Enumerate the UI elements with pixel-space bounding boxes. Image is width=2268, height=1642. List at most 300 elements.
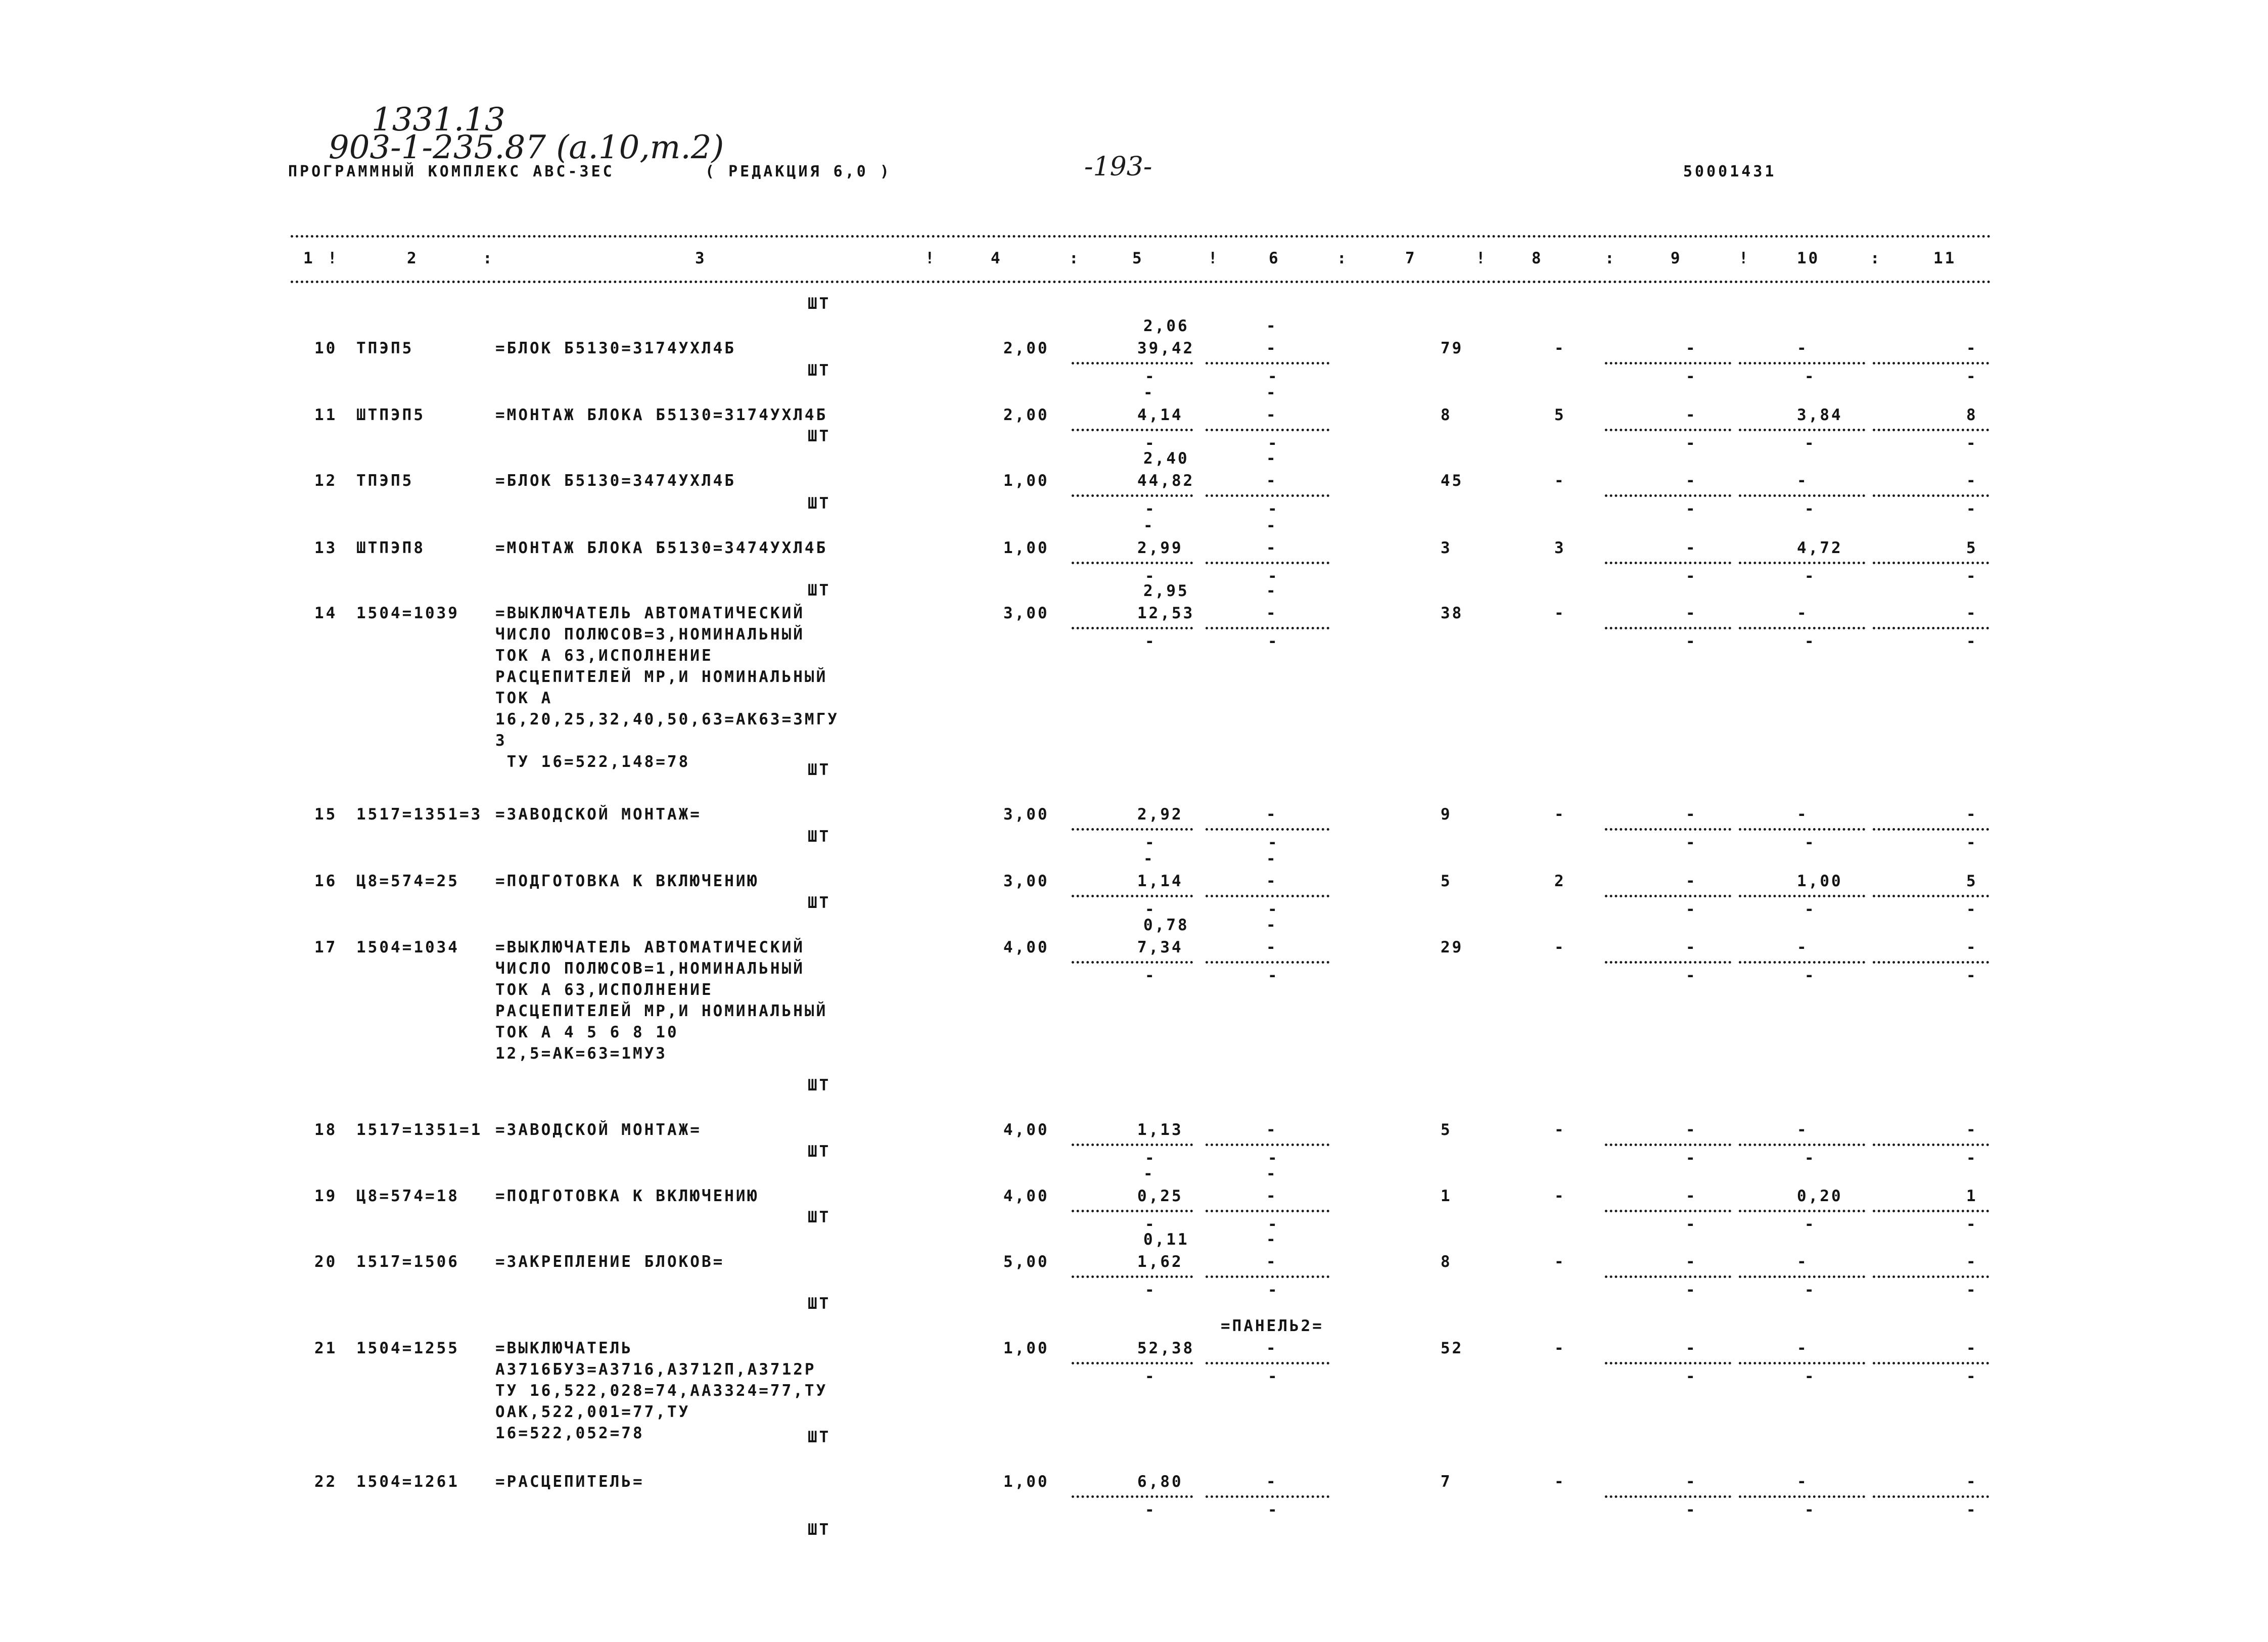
cell-col11: 5	[1966, 872, 1978, 890]
row-description: ТОК А	[495, 689, 553, 707]
row-rule-col11	[1873, 828, 1989, 831]
cell-col6: -	[1266, 1121, 1278, 1139]
row-description: =РАСЦЕПИТЕЛЬ=	[495, 1473, 644, 1491]
row-rule-col10	[1739, 362, 1865, 364]
row-rule-col9	[1605, 429, 1731, 431]
row-code: Ц8=574=25	[356, 872, 459, 890]
cell-col4: 4,00	[1003, 1187, 1049, 1205]
cell-col4: 1,00	[1003, 539, 1049, 557]
row-number: 20	[314, 1253, 338, 1271]
row-rule-col5	[1072, 1144, 1193, 1146]
cell-col7: 79	[1441, 339, 1464, 357]
cell-col7: 29	[1441, 938, 1464, 956]
cell-col10: -	[1797, 1121, 1809, 1139]
cell-col6-mark: -	[1268, 900, 1279, 919]
cell-col5-mark: -	[1145, 1367, 1156, 1386]
row-description: РАСЦЕПИТЕЛЕЙ МР,И НОМИНАЛЬНЫЙ	[495, 668, 828, 686]
row-number: 13	[314, 539, 338, 557]
row-rule-col6	[1206, 828, 1329, 831]
cell-col5: 1,13	[1137, 1121, 1183, 1139]
cell-col6-top: =ПАНЕЛЬ2=	[1221, 1317, 1324, 1335]
unit-label: ШТ	[808, 361, 831, 380]
cell-col6-mark: -	[1268, 1367, 1279, 1386]
column-separator: !	[1476, 249, 1488, 267]
cell-col5-mark: -	[1145, 900, 1156, 919]
cell-col4: 3,00	[1003, 604, 1049, 622]
column-header-4: 4	[991, 249, 1002, 267]
cell-col11-mark: -	[1966, 900, 1978, 919]
cell-col5: 44,82	[1137, 472, 1195, 490]
cell-col5: 2,99	[1137, 539, 1183, 557]
row-rule-col6	[1206, 895, 1329, 897]
cell-col6-mark: -	[1268, 567, 1279, 585]
cell-col11: -	[1966, 1339, 1978, 1357]
row-rule-col5	[1072, 562, 1193, 564]
cell-col6-top: -	[1266, 317, 1278, 335]
row-rule-col11	[1873, 1144, 1989, 1146]
row-number: 16	[314, 872, 338, 890]
cell-col10: -	[1797, 339, 1809, 357]
column-header-5: 5	[1132, 249, 1144, 267]
cell-col11-mark: -	[1966, 632, 1978, 651]
cell-col4: 1,00	[1003, 1339, 1049, 1357]
cell-col7: 38	[1441, 604, 1464, 622]
cell-col11-mark: -	[1966, 1501, 1978, 1519]
row-description: =ЗАВОДСКОЙ МОНТАЖ=	[495, 805, 702, 824]
row-description: РАСЦЕПИТЕЛЕЙ МР,И НОМИНАЛЬНЫЙ	[495, 1002, 828, 1020]
cell-col4: 5,00	[1003, 1253, 1049, 1271]
unit-label: ШТ	[808, 1208, 831, 1226]
cell-col5-mark: -	[1145, 1215, 1156, 1234]
cell-col10: -	[1797, 472, 1809, 490]
row-rule-col10	[1739, 828, 1865, 831]
cell-col8: -	[1554, 472, 1566, 490]
cell-col5-top: 2,95	[1143, 582, 1189, 600]
cell-col9-mark: -	[1686, 1367, 1697, 1386]
row-code: 1504=1255	[356, 1339, 459, 1357]
cell-col5-top: -	[1143, 1165, 1155, 1183]
cell-col8: -	[1554, 1339, 1566, 1357]
row-code: 1517=1506	[356, 1253, 459, 1271]
cell-col4: 2,00	[1003, 406, 1049, 424]
row-rule-col11	[1873, 961, 1989, 964]
cell-col5: 0,25	[1137, 1187, 1183, 1205]
cell-col8: -	[1554, 1473, 1566, 1491]
row-description: =ВЫКЛЮЧАТЕЛЬ	[495, 1339, 633, 1357]
cell-col6-mark: -	[1268, 632, 1279, 651]
cell-col9: -	[1686, 1253, 1697, 1271]
cell-col5: 1,14	[1137, 872, 1183, 890]
cell-col6-top: -	[1266, 1165, 1278, 1183]
row-description: ОАК,522,001=77,ТУ	[495, 1403, 690, 1421]
row-description: =БЛОК Б5130=3174УХЛ4Б	[495, 339, 736, 357]
cell-col6: -	[1266, 604, 1278, 622]
cell-col9: -	[1686, 539, 1697, 557]
cell-col5: 39,42	[1137, 339, 1195, 357]
row-description: 3	[495, 732, 507, 750]
row-rule-col10	[1739, 429, 1865, 431]
cell-col10-mark: -	[1804, 434, 1816, 452]
cell-col6-mark: -	[1268, 1215, 1279, 1234]
row-rule-col5	[1072, 961, 1193, 964]
unit-label: ШТ	[808, 1428, 831, 1446]
row-description: ТУ 16,522,028=74,АА3324=77,ТУ	[495, 1382, 828, 1400]
cell-col6-mark: -	[1268, 434, 1279, 452]
row-code: Ц8=574=18	[356, 1187, 459, 1205]
cell-col5-mark: -	[1145, 967, 1156, 985]
row-rule-col9	[1605, 961, 1731, 964]
cell-col11: -	[1966, 1473, 1978, 1491]
cell-col8: -	[1554, 805, 1566, 824]
row-rule-col10	[1739, 562, 1865, 564]
unit-label: ШТ	[808, 494, 831, 513]
cell-col4: 4,00	[1003, 938, 1049, 956]
column-header-3: 3	[695, 249, 707, 267]
row-rule-col9	[1605, 362, 1731, 364]
row-description: =ВЫКЛЮЧАТЕЛЬ АВТОМАТИЧЕСКИЙ	[495, 938, 805, 956]
cell-col8: 5	[1554, 406, 1566, 424]
row-description: ТУ 16=522,148=78	[495, 753, 690, 771]
row-code: 1504=1034	[356, 938, 459, 956]
column-separator: :	[1069, 249, 1081, 267]
cell-col6: -	[1266, 339, 1278, 357]
unit-label: ШТ	[808, 295, 831, 313]
row-rule-col11	[1873, 895, 1989, 897]
row-rule-col10	[1739, 895, 1865, 897]
row-rule-col9	[1605, 494, 1731, 497]
row-description: =МОНТАЖ БЛОКА Б5130=3474УХЛ4Б	[495, 539, 828, 557]
cell-col6-top: -	[1266, 916, 1278, 934]
cell-col6-top: -	[1266, 1230, 1278, 1249]
row-number: 17	[314, 938, 338, 956]
row-rule-col11	[1873, 1362, 1989, 1364]
cell-col5-mark: -	[1145, 632, 1156, 651]
cell-col9: -	[1686, 1187, 1697, 1205]
cell-col7: 8	[1441, 1253, 1452, 1271]
cell-col11: -	[1966, 805, 1978, 824]
row-description: =ЗАВОДСКОЙ МОНТАЖ=	[495, 1121, 702, 1139]
unit-label: ШТ	[808, 1076, 831, 1094]
row-rule-col9	[1605, 1362, 1731, 1364]
cell-col10: 1,00	[1797, 872, 1843, 890]
column-header-10: 10	[1797, 249, 1820, 267]
column-header-9: 9	[1671, 249, 1682, 267]
row-rule-col6	[1206, 1362, 1329, 1364]
cell-col10: -	[1797, 805, 1809, 824]
row-rule-col6	[1206, 562, 1329, 564]
row-code: ТПЭП5	[356, 472, 414, 490]
row-rule-col5	[1072, 627, 1193, 629]
column-separator: !	[328, 249, 339, 267]
row-rule-col9	[1605, 1210, 1731, 1212]
cell-col6: -	[1266, 1473, 1278, 1491]
row-rule-col6	[1206, 494, 1329, 497]
unit-label: ШТ	[808, 761, 831, 779]
cell-col9-mark: -	[1686, 900, 1697, 919]
row-code: 1504=1261	[356, 1473, 459, 1491]
cell-col6-mark: -	[1268, 834, 1279, 852]
row-description: =БЛОК Б5130=3474УХЛ4Б	[495, 472, 736, 490]
cell-col9-mark: -	[1686, 500, 1697, 518]
cell-col8: -	[1554, 339, 1566, 357]
cell-col5-mark: -	[1145, 500, 1156, 518]
row-rule-col10	[1739, 1362, 1865, 1364]
cell-col8: 2	[1554, 872, 1566, 890]
cell-col9-mark: -	[1686, 368, 1697, 386]
cell-col4: 4,00	[1003, 1121, 1049, 1139]
row-rule-col6	[1206, 1144, 1329, 1146]
cell-col6: -	[1266, 406, 1278, 424]
cell-col11: 1	[1966, 1187, 1978, 1205]
cell-col7: 52	[1441, 1339, 1464, 1357]
row-rule-col5	[1072, 1362, 1193, 1364]
unit-label: ШТ	[808, 894, 831, 912]
cell-col9: -	[1686, 938, 1697, 956]
cell-col9-mark: -	[1686, 1281, 1697, 1299]
cell-col10-mark: -	[1804, 1367, 1816, 1386]
cell-col9-mark: -	[1686, 632, 1697, 651]
cell-col8: -	[1554, 1121, 1566, 1139]
cell-col9-mark: -	[1686, 1149, 1697, 1167]
cell-col11: -	[1966, 938, 1978, 956]
row-rule-col10	[1739, 627, 1865, 629]
cell-col6-mark: -	[1268, 1281, 1279, 1299]
column-header-11: 11	[1933, 249, 1957, 267]
row-number: 15	[314, 805, 338, 824]
cell-col7: 5	[1441, 872, 1452, 890]
cell-col10: -	[1797, 1253, 1809, 1271]
cell-col7: 5	[1441, 1121, 1452, 1139]
cell-col11-mark: -	[1966, 1215, 1978, 1234]
cell-col5-top: 0,78	[1143, 916, 1189, 934]
cell-col6-mark: -	[1268, 1149, 1279, 1167]
cell-col6-top: -	[1266, 449, 1278, 468]
row-number: 10	[314, 339, 338, 357]
row-number: 22	[314, 1473, 338, 1491]
cell-col11: 8	[1966, 406, 1978, 424]
cell-col11: -	[1966, 1121, 1978, 1139]
row-rule-col6	[1206, 1495, 1329, 1498]
cell-col10: -	[1797, 604, 1809, 622]
row-rule-col5	[1072, 828, 1193, 831]
column-header-1: 1	[303, 249, 315, 267]
row-rule-col5	[1072, 362, 1193, 364]
cell-col10: -	[1797, 1473, 1809, 1491]
cell-col6-mark: -	[1268, 500, 1279, 518]
cell-col11-mark: -	[1966, 368, 1978, 386]
handwritten-note-2: 903-1-235.87 (a.10,т.2)	[329, 129, 724, 166]
row-rule-col9	[1605, 562, 1731, 564]
cell-col5: 7,34	[1137, 938, 1183, 956]
cell-col5: 52,38	[1137, 1339, 1195, 1357]
row-number: 18	[314, 1121, 338, 1139]
row-rule-col9	[1605, 828, 1731, 831]
row-rule-col11	[1873, 627, 1989, 629]
row-rule-col5	[1072, 1495, 1193, 1498]
cell-col5: 6,80	[1137, 1473, 1183, 1491]
cell-col5: 12,53	[1137, 604, 1195, 622]
row-description: 12,5=АК=63=1МУ3	[495, 1044, 667, 1063]
column-header-8: 8	[1532, 249, 1543, 267]
cell-col11-mark: -	[1966, 834, 1978, 852]
row-rule-col10	[1739, 1275, 1865, 1278]
row-rule-col10	[1739, 1144, 1865, 1146]
cell-col11: -	[1966, 604, 1978, 622]
cell-col6: -	[1266, 872, 1278, 890]
row-description: =ВЫКЛЮЧАТЕЛЬ АВТОМАТИЧЕСКИЙ	[495, 604, 805, 622]
cell-col7: 9	[1441, 805, 1452, 824]
cell-col6: -	[1266, 472, 1278, 490]
cell-col10: 0,20	[1797, 1187, 1843, 1205]
column-separator: !	[1739, 249, 1750, 267]
row-rule-col9	[1605, 895, 1731, 897]
cell-col4: 3,00	[1003, 805, 1049, 824]
cell-col5-mark: -	[1145, 567, 1156, 585]
cell-col6: -	[1266, 1253, 1278, 1271]
cell-col11-mark: -	[1966, 434, 1978, 452]
cell-col8: -	[1554, 1253, 1566, 1271]
cell-col4: 3,00	[1003, 872, 1049, 890]
cell-col4: 1,00	[1003, 472, 1049, 490]
row-rule-col9	[1605, 1275, 1731, 1278]
row-number: 11	[314, 406, 338, 424]
row-rule-col5	[1072, 494, 1193, 497]
row-rule-col11	[1873, 1210, 1989, 1212]
cell-col5-mark: -	[1145, 1281, 1156, 1299]
cell-col5: 1,62	[1137, 1253, 1183, 1271]
cell-col7: 7	[1441, 1473, 1452, 1491]
cell-col8: 3	[1554, 539, 1566, 557]
row-code: ШТПЭП5	[356, 406, 425, 424]
column-header-2: 2	[407, 249, 419, 267]
cell-col9: -	[1686, 339, 1697, 357]
unit-label: ШТ	[808, 427, 831, 445]
cell-col6: -	[1266, 1187, 1278, 1205]
cell-col10-mark: -	[1804, 567, 1816, 585]
cell-col6-top: -	[1266, 850, 1278, 868]
cell-col5: 4,14	[1137, 406, 1183, 424]
row-description: ЧИСЛО ПОЛЮСОВ=3,НОМИНАЛЬНЫЙ	[495, 625, 805, 644]
cell-col6-mark: -	[1268, 368, 1279, 386]
row-rule-col6	[1206, 362, 1329, 364]
row-rule-col6	[1206, 1275, 1329, 1278]
row-code: ШТПЭП8	[356, 539, 425, 557]
cell-col9: -	[1686, 1473, 1697, 1491]
cell-col10-mark: -	[1804, 368, 1816, 386]
row-rule-col10	[1739, 494, 1865, 497]
cell-col10-mark: -	[1804, 834, 1816, 852]
tail-unit-label: ШТ	[808, 1521, 831, 1539]
row-code: 1517=1351=3	[356, 805, 483, 824]
cell-col7: 8	[1441, 406, 1452, 424]
cell-col6: -	[1266, 539, 1278, 557]
program-title: ПРОГРАММНЫЙ КОМПЛЕКС АВС-3ЕС	[288, 163, 615, 180]
row-code: 1517=1351=1	[356, 1121, 483, 1139]
row-rule-col6	[1206, 1210, 1329, 1212]
row-code: 1504=1039	[356, 604, 459, 622]
row-rule-col9	[1605, 1495, 1731, 1498]
cell-col5-mark: -	[1145, 834, 1156, 852]
row-number: 21	[314, 1339, 338, 1357]
cell-col10: -	[1797, 1339, 1809, 1357]
row-rule-col6	[1206, 961, 1329, 964]
row-description: 16=522,052=78	[495, 1424, 644, 1442]
cell-col9-mark: -	[1686, 434, 1697, 452]
row-description: =ПОДГОТОВКА К ВКЛЮЧЕНИЮ	[495, 1187, 759, 1205]
row-code: ТПЭП5	[356, 339, 414, 357]
row-number: 19	[314, 1187, 338, 1205]
column-separator: :	[1605, 249, 1616, 267]
cell-col6: -	[1266, 938, 1278, 956]
cell-col8: -	[1554, 604, 1566, 622]
cell-col5-mark: -	[1145, 1501, 1156, 1519]
cell-col9-mark: -	[1686, 967, 1697, 985]
row-rule-col5	[1072, 895, 1193, 897]
row-rule-col5	[1072, 1210, 1193, 1212]
column-separator: :	[483, 249, 494, 267]
column-header-6: 6	[1269, 249, 1280, 267]
row-rule-col10	[1739, 961, 1865, 964]
cell-col11-mark: -	[1966, 1149, 1978, 1167]
unit-label: ШТ	[808, 1143, 831, 1161]
row-rule-col5	[1072, 1275, 1193, 1278]
cell-col5-mark: -	[1145, 1149, 1156, 1167]
cell-col10: 4,72	[1797, 539, 1843, 557]
cell-col10-mark: -	[1804, 1281, 1816, 1299]
unit-label: ШТ	[808, 1295, 831, 1313]
cell-col6-mark: -	[1268, 967, 1279, 985]
cell-col11-mark: -	[1966, 1281, 1978, 1299]
cell-col6-mark: -	[1268, 1501, 1279, 1519]
cell-col9: -	[1686, 406, 1697, 424]
row-description: ЧИСЛО ПОЛЮСОВ=1,НОМИНАЛЬНЫЙ	[495, 960, 805, 978]
cell-col5-mark: -	[1145, 368, 1156, 386]
cell-col11-mark: -	[1966, 967, 1978, 985]
cell-col10-mark: -	[1804, 1501, 1816, 1519]
cell-col5: 2,92	[1137, 805, 1183, 824]
cell-col10-mark: -	[1804, 967, 1816, 985]
row-description: =ПОДГОТОВКА К ВКЛЮЧЕНИЮ	[495, 872, 759, 890]
cell-col9: -	[1686, 1121, 1697, 1139]
row-description: А3716БУЗ=А3716,А3712П,А3712Р	[495, 1360, 816, 1379]
cell-col6-top: -	[1266, 582, 1278, 600]
cell-col10-mark: -	[1804, 1215, 1816, 1234]
cell-col11-mark: -	[1966, 567, 1978, 585]
cell-col8: -	[1554, 1187, 1566, 1205]
row-rule-col11	[1873, 1275, 1989, 1278]
cell-col11: -	[1966, 339, 1978, 357]
cell-col5-top: -	[1143, 384, 1155, 402]
row-rule-col5	[1072, 429, 1193, 431]
cell-col11-mark: -	[1966, 1367, 1978, 1386]
cell-col9: -	[1686, 805, 1697, 824]
cell-col4: 2,00	[1003, 339, 1049, 357]
unit-label: ШТ	[808, 828, 831, 846]
row-description: =МОНТАЖ БЛОКА Б5130=3174УХЛ4Б	[495, 406, 828, 424]
row-rule-col11	[1873, 494, 1989, 497]
row-description: ТОК А 63,ИСПОЛНЕНИЕ	[495, 981, 713, 999]
cell-col9: -	[1686, 604, 1697, 622]
cell-col5-mark: -	[1145, 434, 1156, 452]
cell-col10: 3,84	[1797, 406, 1843, 424]
cell-col7: 1	[1441, 1187, 1452, 1205]
row-description: ТОК А 4 5 6 8 10	[495, 1023, 679, 1041]
cell-col7: 3	[1441, 539, 1452, 557]
column-separator: !	[1208, 249, 1220, 267]
edition-label: ( РЕДАКЦИЯ 6,0 )	[705, 163, 892, 180]
row-rule-col11	[1873, 429, 1989, 431]
cell-col5-top: -	[1143, 517, 1155, 535]
